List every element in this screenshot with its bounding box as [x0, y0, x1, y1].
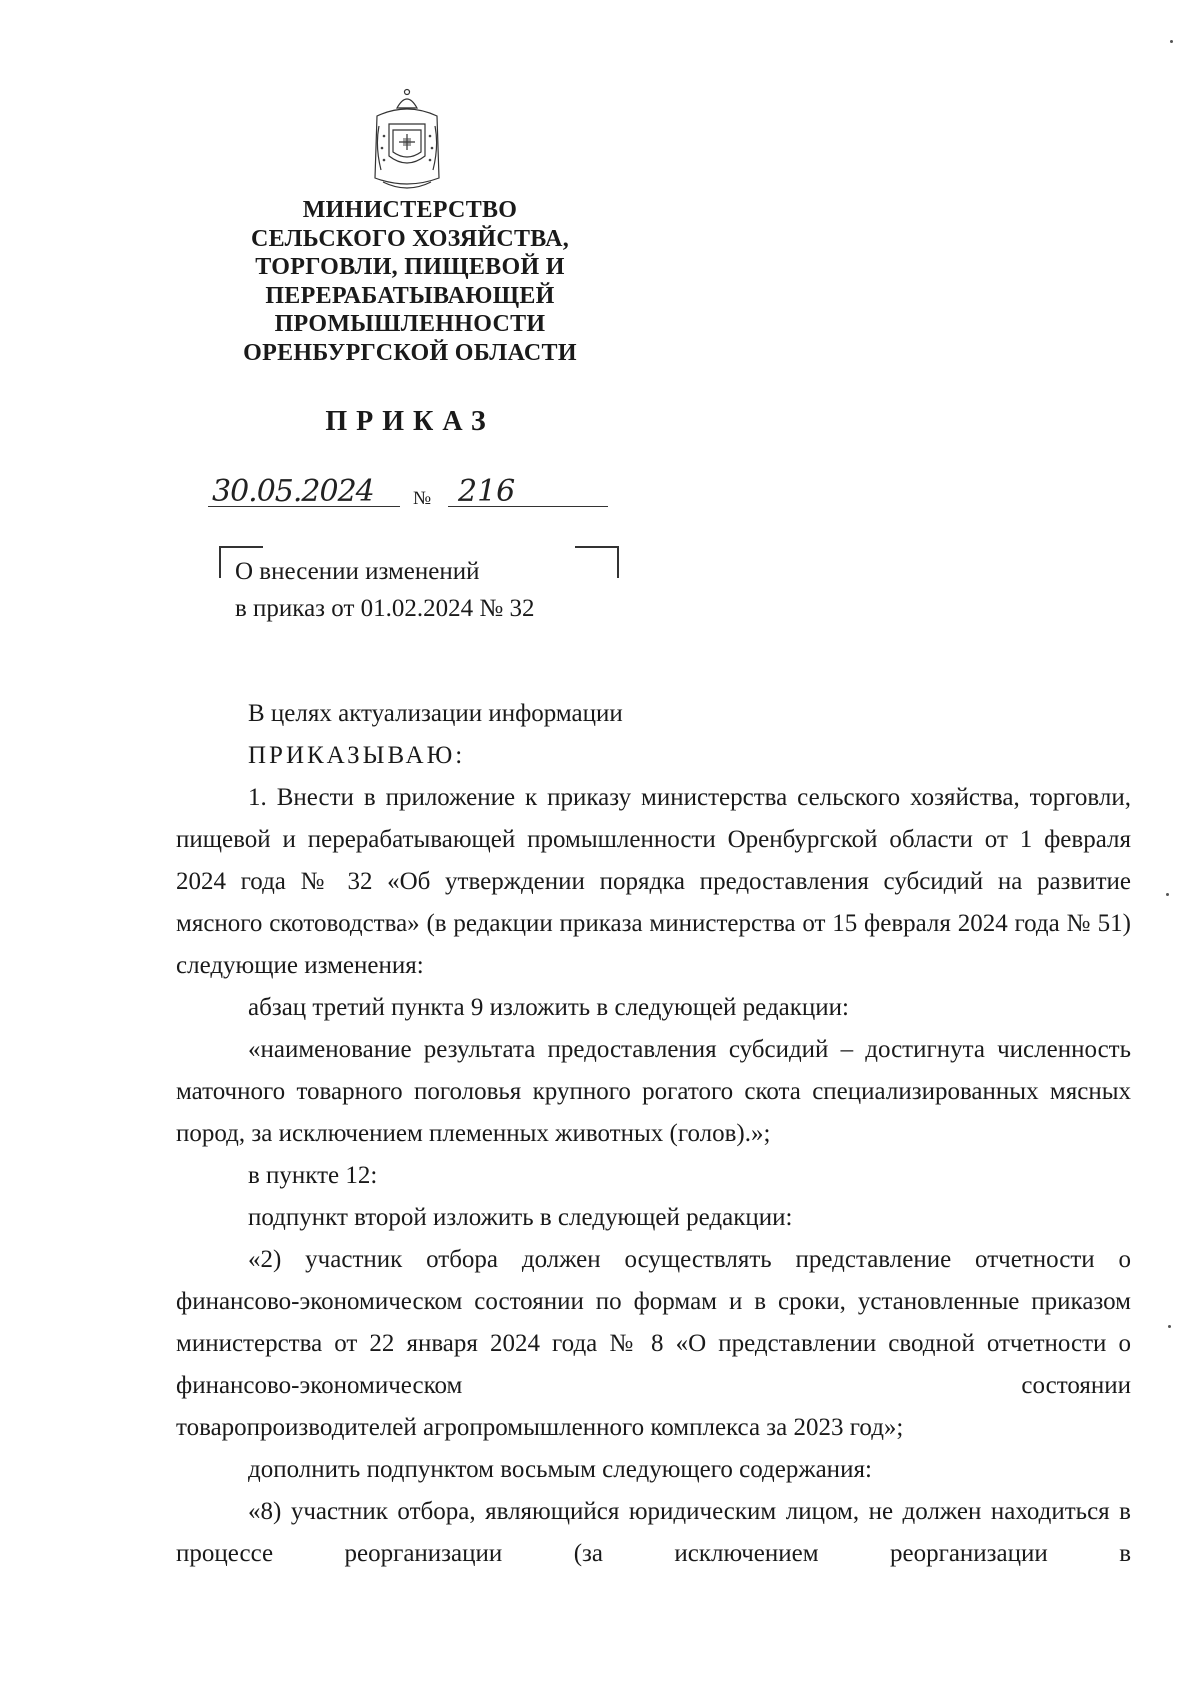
- order-date-number-line: [208, 474, 608, 514]
- scan-speck: [1170, 40, 1173, 43]
- paragraph-p12-intro: в пункте 12:: [248, 1162, 378, 1189]
- header-line: МИНИСТЕРСТВО: [302, 197, 518, 223]
- order-word: ПРИКАЗЫВАЮ:: [248, 742, 466, 769]
- header-line: ПРОМЫШЛЕННОСТИ: [274, 311, 546, 337]
- subject-bracket-right: [575, 546, 619, 578]
- ministry-header: [225, 196, 595, 367]
- header-line: ОРЕНБУРГСКОЙ ОБЛАСТИ: [243, 339, 577, 366]
- scan-speck: [1166, 893, 1169, 896]
- document-body: [176, 693, 1131, 1575]
- header-line: СЕЛЬСКОГО ХОЗЯЙСТВА,: [250, 225, 570, 252]
- paragraph-sub8-text: «8) участник отбора, являющийся юридическим лицом, не должен находиться в процессе реорганизации (за исключением реорганизации в: [176, 1498, 1131, 1567]
- order-subject: [235, 553, 535, 627]
- paragraph-p9-intro: абзац третий пункта 9 изложить в следующей редакции:: [248, 994, 849, 1021]
- coat-of-arms-emblem: [369, 86, 445, 194]
- subject-line-2: в приказ от 01.02.2024 № 32: [235, 595, 535, 622]
- purpose-paragraph: В целях актуализации информации: [248, 700, 623, 727]
- scan-speck: [1168, 1325, 1171, 1328]
- header-line: ТОРГОВЛИ, ПИЩЕВОЙ И: [255, 254, 565, 280]
- paragraph-sub2-intro: подпункт второй изложить в следующей редакции:: [248, 1204, 793, 1231]
- paragraph-sub2-text-end: товаропроизводителей агропромышленного комплекса за 2023 год»;: [176, 1414, 904, 1441]
- order-date-handwritten: 30.05.2024: [212, 474, 374, 509]
- header-line: ПЕРЕРАБАТЫВАЮЩЕЙ: [265, 282, 555, 309]
- paragraph-sub2-text: «2) участник отбора должен осуществлять представление отчетности о финансово-экономическом состоянии по формам и в сроки, установленные приказом министерства от 22 января 2024 года № 8 «О представлении сводной отчетности о финансово-экономическом состоянии: [176, 1246, 1131, 1399]
- subject-line-1: О внесении изменений: [235, 558, 480, 585]
- paragraph-p9-text: «наименование результата предоставления субсидий – достигнута численность маточного товарного поголовья крупного рогатого скота специализированных мясных пород, за исключением племенных животных (голов).»;: [176, 1036, 1131, 1147]
- paragraph-sub8-intro: дополнить подпунктом восьмым следующего содержания:: [248, 1456, 872, 1483]
- number-underline: [448, 506, 608, 507]
- document-type-title: ПРИКАЗ: [325, 406, 495, 437]
- date-underline: [208, 506, 400, 507]
- number-sign: №: [413, 488, 432, 509]
- item-1-paragraph: 1. Внести в приложение к приказу министерства сельского хозяйства, торговли, пищевой и перерабатывающей промышленности Оренбургской области от 1 февраля 2024 года № 32 «Об утверждении порядка предоставления субсидий на развитие мясного скотоводства» (в редакции приказа министерства от 15 февраля 2024 года № 51) следующие изменения:: [176, 784, 1131, 979]
- order-number-handwritten: 216: [458, 474, 516, 509]
